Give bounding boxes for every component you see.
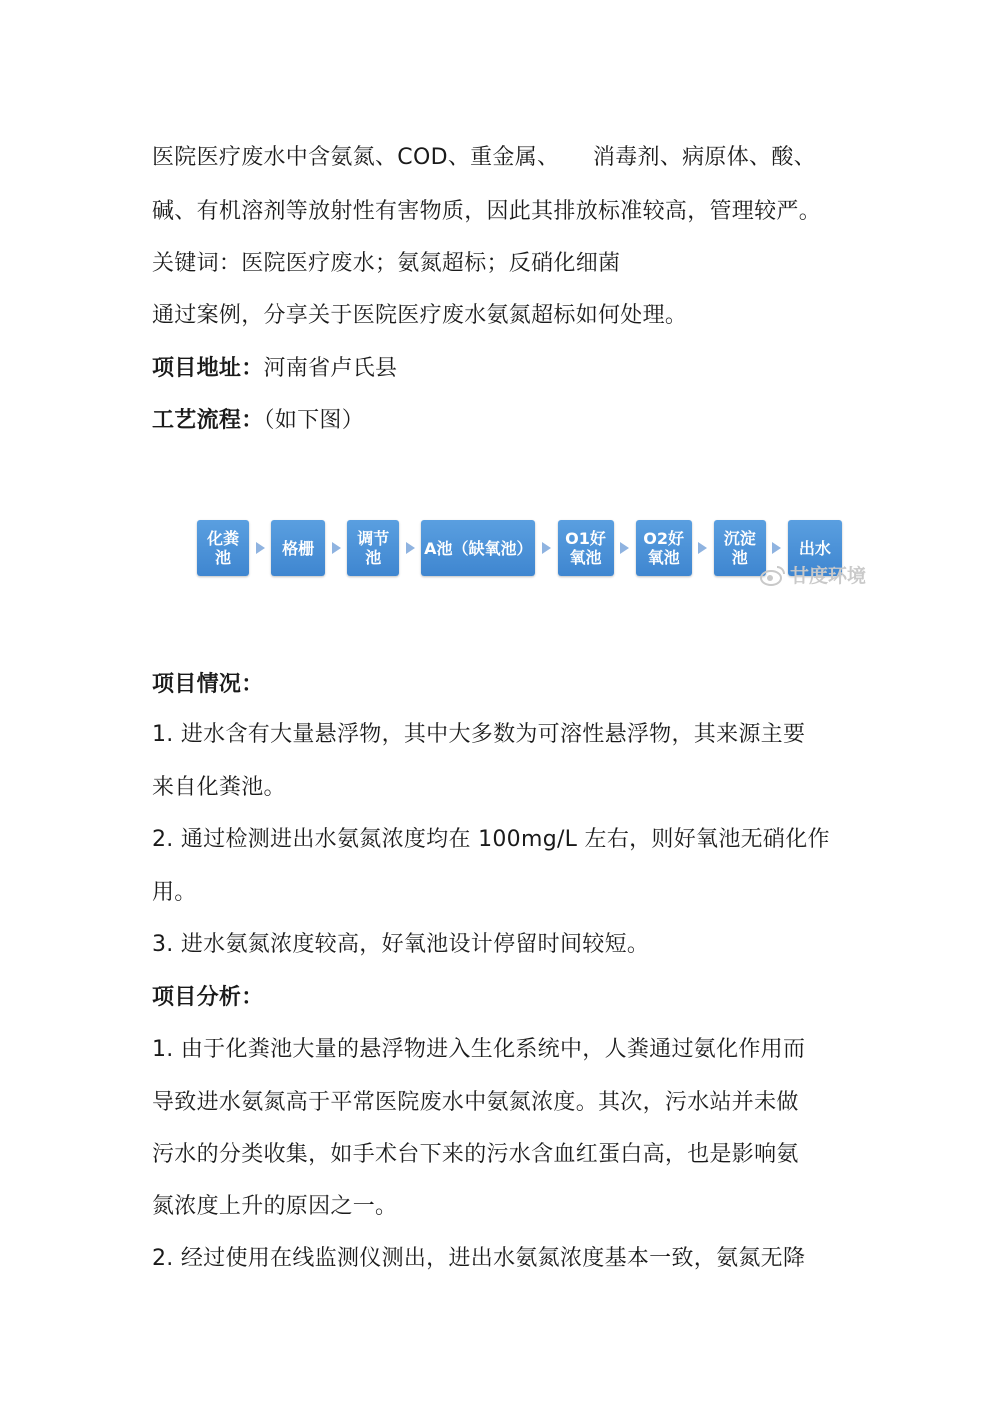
- flow-step-o2-aerobic-tank: O2好 氧池: [636, 520, 692, 576]
- flow-arrow: [256, 542, 265, 554]
- case-intro-line: 通过案例，分享关于医院医疗废水氨氮超标如何处理。: [152, 303, 688, 328]
- situation-line: 用。: [152, 880, 197, 905]
- keywords-line: 关键词：医院医疗废水；氨氮超标；反硝化细菌: [152, 251, 621, 276]
- process-label: 工艺流程：: [152, 408, 264, 433]
- analysis-line: 导致进水氨氮高于平常医院废水中氨氮浓度。其次，污水站并未做: [152, 1090, 799, 1115]
- analysis-line: 2. 经过使用在线监测仪测出，进出水氨氮浓度基本一致，氨氮无降: [152, 1246, 806, 1271]
- situation-heading: 项目情况：: [152, 672, 264, 697]
- analysis-heading: 项目分析：: [152, 985, 264, 1010]
- flow-arrow: [772, 542, 781, 554]
- flow-arrow: [406, 542, 415, 554]
- situation-line: 2. 通过检测进出水氨氮浓度均在 100mg/L 左右，则好氧池无硝化作: [152, 827, 830, 852]
- intro-line-1: 医院医疗废水中含氨氮、COD、重金属、 消毒剂、病原体、酸、: [152, 145, 816, 170]
- situation-line: 来自化粪池。: [152, 775, 286, 800]
- flow-step-sedimentation-tank: 沉淀 池: [714, 520, 766, 576]
- analysis-line: 氮浓度上升的原因之一。: [152, 1194, 398, 1219]
- flow-arrow: [332, 542, 341, 554]
- flow-step-anoxic-tank: A池（缺氧池）: [421, 520, 535, 576]
- flow-step-regulating-tank: 调节 池: [347, 520, 399, 576]
- analysis-line: 1. 由于化粪池大量的悬浮物进入生化系统中，人粪通过氨化作用而: [152, 1037, 806, 1062]
- project-address: [152, 354, 850, 384]
- watermark-text: 甘度环境: [790, 565, 867, 587]
- situation-line: 3. 进水氨氮浓度较高，好氧池设计停留时间较短。: [152, 932, 650, 957]
- flow-step-outflow: 出水: [788, 520, 842, 576]
- flow-arrow: [620, 542, 629, 554]
- address-label: 项目地址：: [152, 356, 264, 381]
- intro-line-2: 碱、有机溶剂等放射性有害物质，因此其排放标准较高，管理较严。: [152, 199, 822, 224]
- analysis-line: 污水的分类收集，如手术台下来的污水含血红蛋白高，也是影响氨: [152, 1142, 799, 1167]
- flow-arrow: [542, 542, 551, 554]
- weibo-icon: [760, 564, 786, 586]
- flow-step-o1-aerobic-tank: O1好 氧池: [558, 520, 614, 576]
- process-flow-diagram: [197, 519, 842, 577]
- flow-step-septic-tank: 化粪 池: [197, 520, 249, 576]
- process-flow-title: [152, 406, 850, 436]
- flow-step-grille: 格栅: [271, 520, 325, 576]
- address-value: 河南省卢氏县: [263, 356, 398, 381]
- situation-line: 1. 进水含有大量悬浮物，其中大多数为可溶性悬浮物，其来源主要: [152, 722, 806, 747]
- watermark: [760, 561, 866, 588]
- flow-arrow: [698, 542, 707, 554]
- process-value: （如下图）: [263, 408, 365, 433]
